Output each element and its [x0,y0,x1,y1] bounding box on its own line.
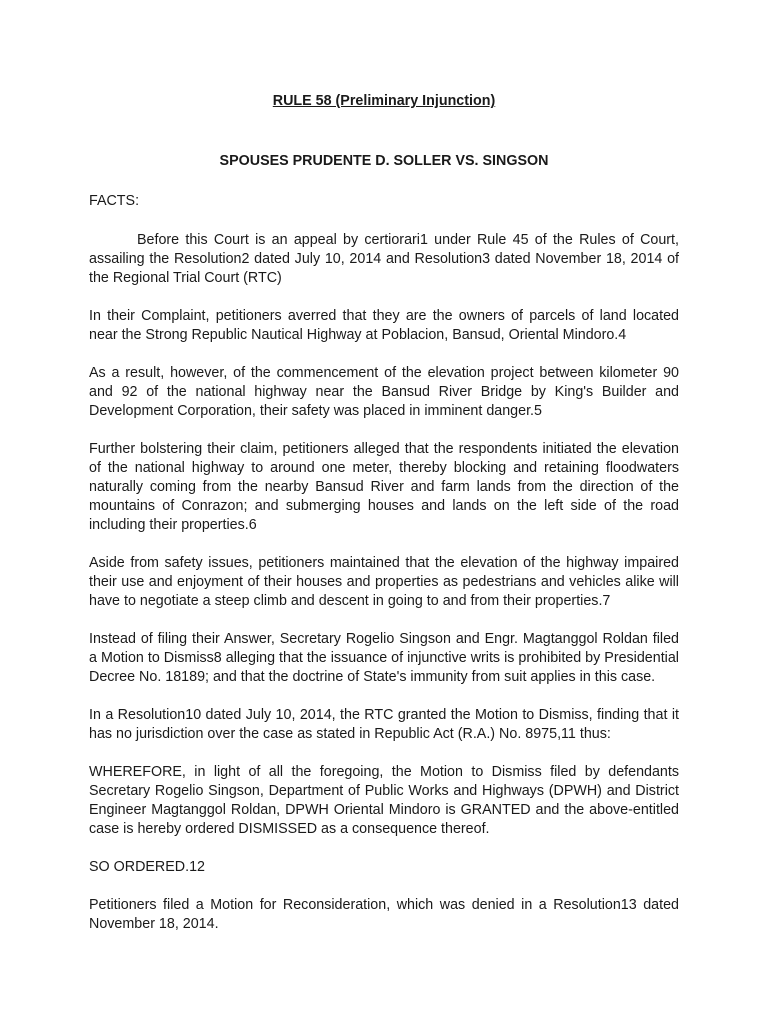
paragraph: Petitioners filed a Motion for Reconsideration, which was denied in a Resolution13 dated November 18, 2014. [89,897,679,932]
quoted-dispositive-paragraph: WHEREFORE, in light of all the foregoing, the Motion to Dismiss filed by defendants Secretary Rogelio Singson, Department of Public Works and Highways (DPWH) and District Engineer Magtanggol Roldan, DPWH Oriental Mindoro is GRANTED and the above-entitled case is hereby ordered DISMISSED as a consequence thereof. [89,764,679,837]
facts-heading: FACTS: [89,193,140,209]
paragraph: SO ORDERED.12 [89,859,205,875]
paragraph: Instead of filing their Answer, Secretary Rogelio Singson and Engr. Magtanggol Roldan filed a Motion to Dismiss8 alleging that the issuance of injunctive writs is prohibited by Presidential Decree No. 18189; and that the doctrine of State's immunity from suit applies in this case. [89,631,679,685]
paragraph: As a result, however, of the commencement of the elevation project between kilometer 90 and 92 of the national highway near the Bansud River Bridge by King's Builder and Development Corporation, their safety was placed in imminent danger.5 [89,365,679,419]
paragraph: Further bolstering their claim, petitioners alleged that the respondents initiated the elevation of the national highway to around one meter, thereby blocking and retaining floodwaters naturally coming from the nearby Bansud River and farm lands from the direction of the mountains of Conrazon; and submerging houses and lands on the left side of the road including their properties.6 [89,441,679,533]
document-title: RULE 58 (Preliminary Injunction) [272,93,496,109]
paragraph: In their Complaint, petitioners averred that they are the owners of parcels of land located near the Strong Republic Nautical Highway at Poblacion, Bansud, Oriental Mindoro.4 [89,308,679,343]
case-title: SPOUSES PRUDENTE D. SOLLER VS. SINGSON [219,153,549,169]
paragraph: Aside from safety issues, petitioners maintained that the elevation of the highway impaired their use and enjoyment of their houses and properties as pedestrians and vehicles alike will have to negotiate a steep climb and descent in going to and from their properties.7 [89,555,679,609]
paragraph: In a Resolution10 dated July 10, 2014, the RTC granted the Motion to Dismiss, finding that it has no jurisdiction over the case as stated in Republic Act (R.A.) No. 8975,11 thus: [89,707,679,742]
paragraph: Before this Court is an appeal by certiorari1 under Rule 45 of the Rules of Court, assailing the Resolution2 dated July 10, 2014 and Resolution3 dated November 18, 2014 of the Regional Trial Court (RTC) [89,232,679,286]
